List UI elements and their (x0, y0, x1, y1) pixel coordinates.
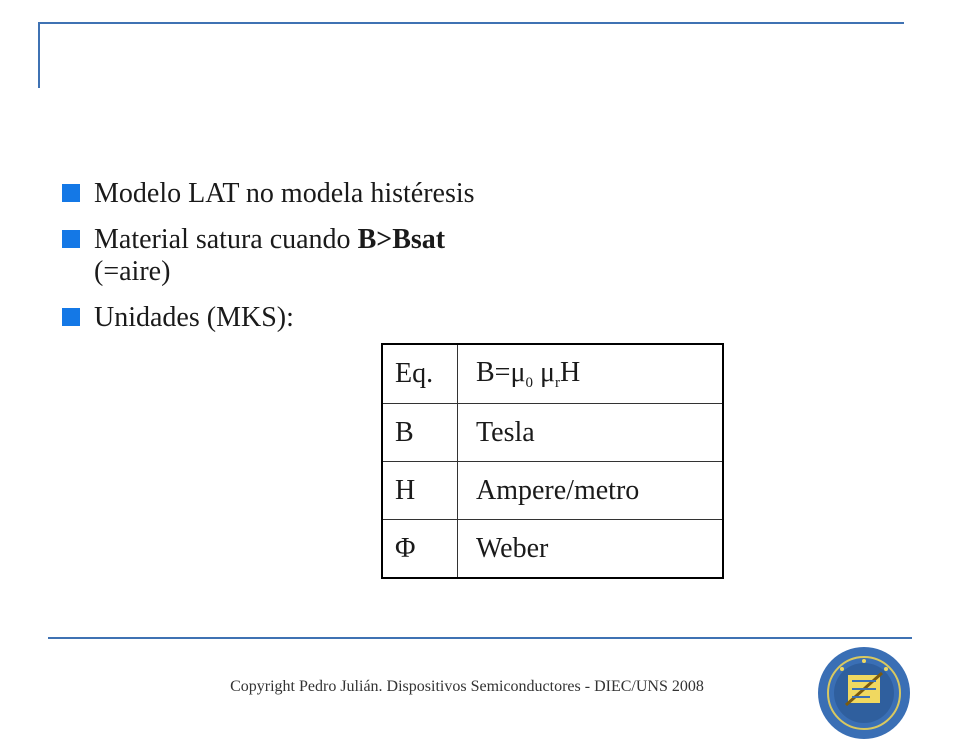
seal-dot (884, 667, 888, 671)
table-row (382, 520, 723, 579)
formula-suffix: H (560, 356, 581, 388)
left-rule (38, 22, 40, 88)
bullet-item (62, 302, 582, 334)
formula-space (533, 357, 540, 388)
table-row (382, 404, 723, 462)
bullet-item (62, 224, 582, 288)
top-rule (40, 22, 904, 24)
mu-symbol: μ (539, 356, 555, 388)
seal-dot (840, 667, 844, 671)
bottom-rule (48, 637, 912, 639)
table-cell: B (382, 404, 458, 462)
subscript-r: r (555, 374, 560, 391)
bullet-text: Unidades (MKS): (94, 302, 294, 333)
subscript-zero: 0 (525, 374, 533, 391)
table-cell: Φ (382, 520, 458, 579)
seal-dot (862, 659, 866, 663)
bullet-text: Modelo LAT no modela histéresis (94, 178, 475, 209)
bullet-line (94, 224, 582, 256)
square-bullet-icon (62, 230, 80, 248)
formula-prefix: B= (476, 356, 511, 388)
table-cell: Weber (458, 520, 724, 579)
footer-copyright: Copyright Pedro Julián. Dispositivos Semiconductores - DIEC/UNS 2008 (230, 678, 704, 695)
table-header-row (382, 344, 723, 404)
table-cell: H (382, 462, 458, 520)
square-bullet-icon (62, 308, 80, 326)
bullet-bold-text: B>Bsat (357, 224, 446, 255)
table-row (382, 462, 723, 520)
bullet-text: Material satura cuando (94, 224, 358, 255)
table-cell: Ampere/metro (458, 462, 724, 520)
bullet-list (62, 178, 582, 334)
mu-symbol: μ (510, 356, 526, 388)
square-bullet-icon (62, 184, 80, 202)
units-table (381, 343, 724, 579)
bullet-continuation: (=aire) (94, 256, 171, 287)
table-cell: Tesla (458, 404, 724, 462)
bullet-item (62, 178, 582, 210)
university-seal-icon (816, 645, 912, 741)
formula-cell (458, 344, 724, 404)
table-cell: Eq. (382, 344, 458, 404)
